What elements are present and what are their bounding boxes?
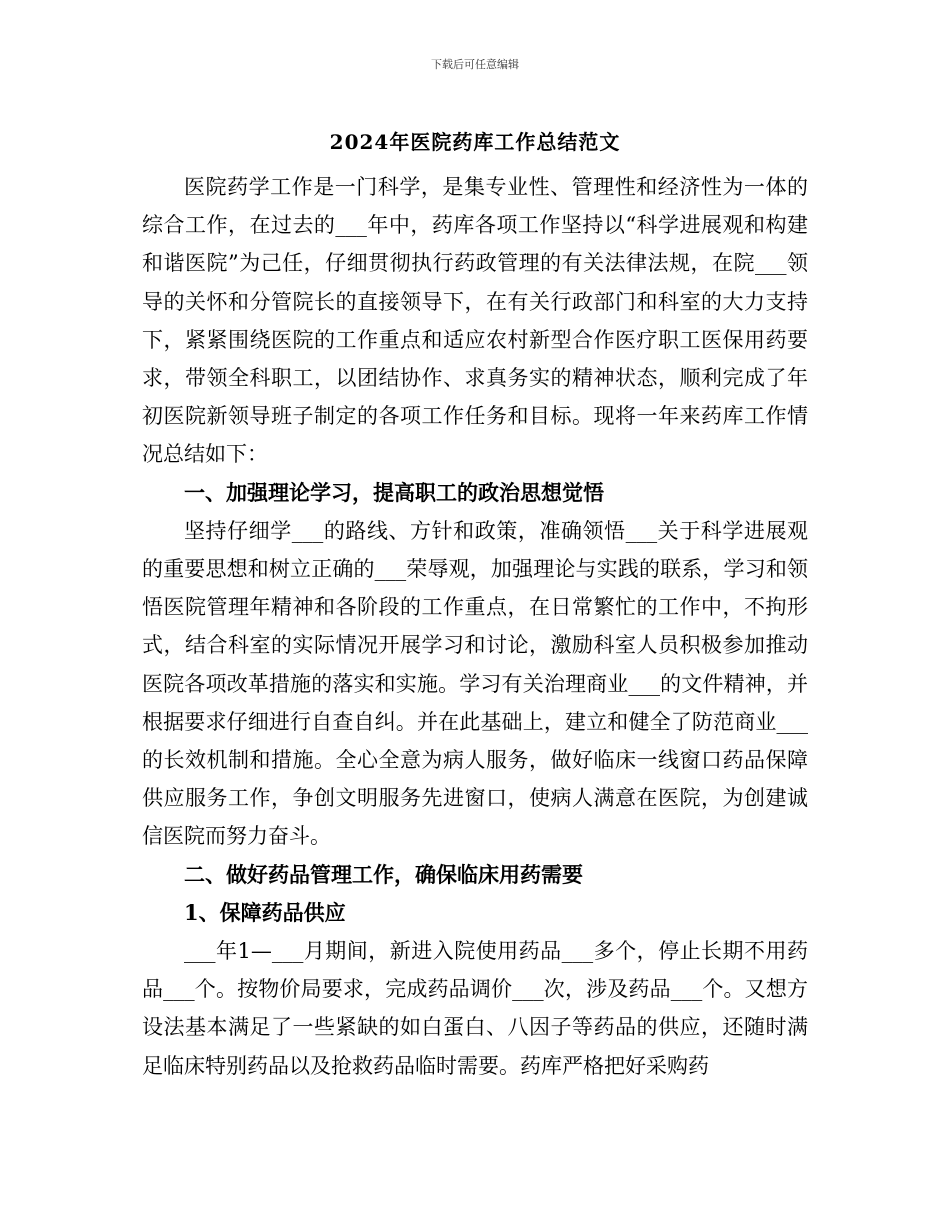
section-1-paragraph: 坚持仔细学___的路线、方针和政策，准确领悟___关于科学进展观的重要思想和树立正确的___荣辱观，加强理论与实践的联系，学习和领悟医院管理年精神和各阶段的工作重点，在日常繁忙的工作中，不拘形式，结合科室的实际情况开展学习和讨论，激励科室人员积极参加推动医院各项改革措施的落实和实施。学习有关治理商业___的文件精神，并根据要求仔细进行自查自纠。并在此基础上，建立和健全了防范商业___的长效机制和措施。全心全意为病人服务，做好临床一线窗口药品保障供应服务工作，争创文明服务先进窗口，使病人满意在医院，为创建诚信医院而努力奋斗。 <box>142 518 808 849</box>
intro-paragraph: 医院药学工作是一门科学，是集专业性、管理性和经济性为一体的综合工作，在过去的___年中，药库各项工作坚持以“科学进展观和构建和谐医院”为己任，仔细贯彻执行药政管理的有关法律法规，在院___领导的关怀和分管院长的直接领导下，在有关行政部门和科室的大力支持下，紧紧围绕医院的工作重点和适应农村新型合作医疗职工医保用药要求，带领全科职工，以团结协作、求真务实的精神状态，顺利完成了年初医院新领导班子制定的各项工作任务和目标。现将一年来药库工作情况总结如下： <box>142 175 808 467</box>
document-body <box>142 168 808 1085</box>
header-note: 下载后可任意编辑 <box>431 58 519 71</box>
subsection-1-paragraph: ___年1—___月期间，新进入院使用药品___多个，停止长期不用药品___个。按物价局要求，完成药品调价___次，涉及药品___个。又想方设法基本满足了一些紧缺的如白蛋白、八因子等药品的供应，还随时满足临床特别药品以及抢救药品临时需要。药库严格把好采购药 <box>142 939 808 1078</box>
section-2-heading: 二、做好药品管理工作，确保临床用药需要 <box>184 861 583 887</box>
subsection-1-heading: 1、保障药品供应 <box>184 899 346 925</box>
document-title: 2024年医院药库工作总结范文 <box>329 130 621 154</box>
section-1-heading: 一、加强理论学习，提高职工的政治思想觉悟 <box>184 479 604 505</box>
